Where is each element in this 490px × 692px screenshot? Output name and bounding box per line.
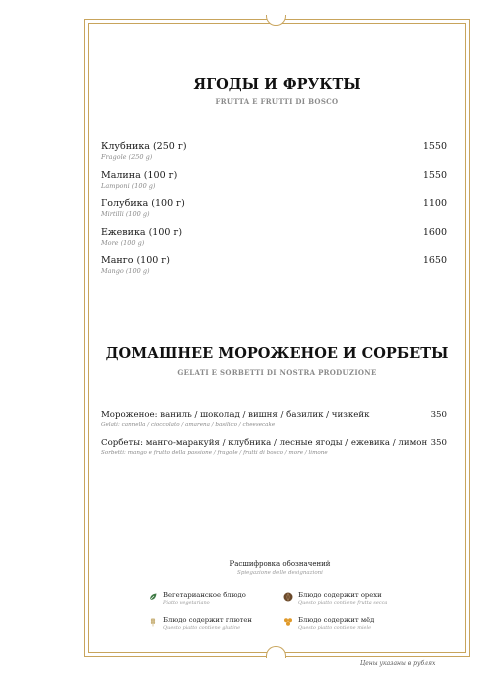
wheat-icon [148, 617, 158, 627]
item-name: Сорбеты: манго-маракуйя / клубника / лесные ягоды / ежевика / лимон [101, 438, 428, 448]
legend-label: Блюдо содержит глютен [163, 616, 252, 624]
item-italian: Lamponi (100 g) [101, 182, 156, 190]
section-subtitle-berries: FRUTTA E FRUTTI DI BOSCO [215, 97, 339, 106]
legend-subtitle: Spiegazione delle designazioni [237, 570, 323, 576]
item-price: 350 [430, 410, 447, 420]
item-name: Мороженое: ваниль / шоколад / вишня / базилик / чизкейк [101, 410, 370, 420]
nut-icon [283, 592, 293, 602]
item-price: 1100 [422, 198, 447, 209]
menu-item [101, 141, 447, 162]
item-italian: Fragole (250 g) [101, 153, 153, 161]
footer-price-note: Цены указаны в рублях [360, 660, 436, 667]
item-price: 350 [430, 438, 447, 448]
legend-title: Расшифровка обозначений [229, 560, 331, 568]
legend-label-italian: Questo piatto contiene miele [298, 625, 372, 631]
item-name: Ежевика (100 г) [101, 227, 183, 238]
menu-item [101, 227, 447, 248]
item-price: 1550 [422, 141, 447, 152]
menu-item [101, 409, 447, 430]
legend-label-italian: Questo piatto contiene frutta secca [298, 600, 388, 606]
honey-icon [283, 617, 293, 627]
item-name: Малина (100 г) [101, 170, 178, 181]
item-price: 1650 [422, 255, 447, 266]
item-price: 1550 [422, 170, 447, 181]
menu-frame-inner [88, 23, 466, 653]
legend-label: Блюдо содержит мёд [298, 616, 375, 624]
legend-label: Блюдо содержит орехи [298, 591, 382, 599]
item-italian: Sorbetti: mango e frutto della passione / fragole / frutti di bosco / more / limone [101, 450, 328, 456]
menu-item [101, 255, 447, 276]
legend-label: Вегетарианское блюдо [163, 591, 246, 599]
section-title-icecream: ДОМАШНЕЕ МОРОЖЕНОЕ И СОРБЕТЫ [105, 345, 449, 362]
item-price: 1600 [422, 227, 447, 238]
menu-item [101, 198, 447, 219]
legend-label-italian: Piatto vegetariano [163, 600, 210, 606]
item-name: Манго (100 г) [101, 255, 170, 266]
menu-item [101, 437, 447, 458]
item-name: Клубника (250 г) [101, 141, 187, 152]
leaf-icon [148, 592, 158, 602]
item-italian: More (100 g) [101, 239, 145, 247]
item-name: Голубика (100 г) [101, 198, 185, 209]
item-italian: Gelati: cannella / cioccolato / amarena / basilico / cheesecake [101, 422, 276, 428]
item-italian: Mirtilli (100 g) [101, 210, 150, 218]
section-title-berries: ЯГОДЫ И ФРУКТЫ [193, 76, 361, 93]
section-subtitle-icecream: GELATI E SORBETTI DI NOSTRA PRODUZIONE [177, 368, 377, 377]
menu-item [101, 170, 447, 191]
item-italian: Mango (100 g) [101, 267, 150, 275]
legend-label-italian: Questo piatto contiene glutine [163, 625, 241, 631]
